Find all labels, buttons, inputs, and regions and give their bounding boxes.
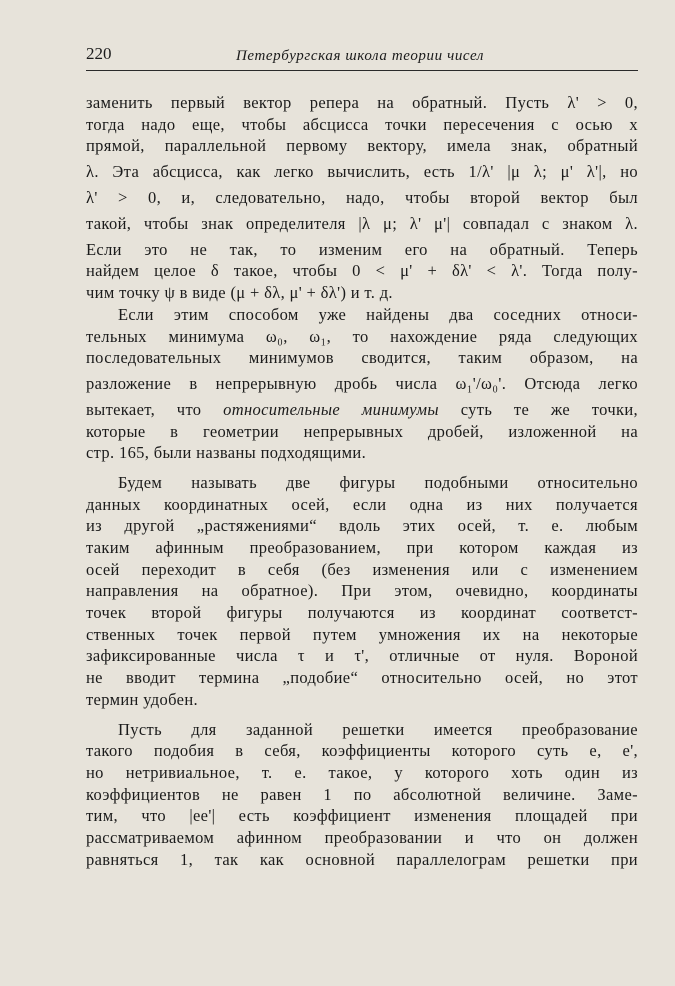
text-line: зафиксированные числа τ и τ', отличные от нуля. Вороной [86, 646, 638, 666]
text-line: Будем называть две фигуры подобными относительно [118, 472, 638, 492]
paragraph-3 [86, 472, 638, 711]
page-header [86, 44, 638, 71]
text-line: такой, чтобы знак определителя |λ μ; λ' μ'| совпадал с знаком λ. [86, 213, 638, 233]
text-line: ственных точек первой путем умножения их на некоторые [86, 624, 638, 644]
text-run: вытекает, что [86, 399, 224, 419]
paragraph-1 [86, 92, 638, 304]
text-line: стр. 165, были названы подходящими. [86, 443, 367, 463]
text-line: точек второй фигуры получаются из координат соответст- [86, 603, 638, 623]
text-line: Пусть для заданной решетки имеется преобразование [118, 719, 638, 739]
text-line: тельных минимума ω₀, ω₁, то нахождение ряда следующих [86, 326, 638, 346]
text-line: Если это не так, то изменим его на обратный. Теперь [86, 239, 638, 259]
text-line: Если этим способом уже найдены два соседних относи- [118, 304, 638, 324]
paragraph-4 [86, 719, 638, 871]
text-line: равняться 1, так как основной параллелограм решетки при [86, 849, 638, 869]
text-run: суть те же точки, [438, 399, 638, 419]
page-body [86, 92, 638, 870]
text-line: заменить первый вектор репера на обратный. Пусть λ' > 0, [86, 93, 638, 112]
text-line [86, 399, 638, 421]
text-line: таким афинным преобразованием, при котором каждая из [86, 538, 638, 557]
text-line: рассматриваемом афинном преобразовании и что он должен [86, 827, 638, 847]
text-line: такого подобия в себя, коэффициенты которого суть e, e', [86, 741, 638, 761]
text-line: тим, что |ee'| есть коэффициент изменения площадей при [86, 806, 638, 826]
text-line: коэффициентов не равен 1 по абсолютной величине. Заме- [86, 784, 638, 804]
paragraph-2 [86, 304, 638, 464]
text-line: данных координатных осей, если одна из них получается [86, 494, 638, 514]
emphasis-term: относительные минимумы [223, 399, 439, 419]
text-line: λ' > 0, и, следовательно, надо, чтобы второй вектор был [86, 188, 638, 208]
running-head: Петербургская школа теории чисел [236, 48, 485, 64]
text-line: разложение в непрерывную дробь числа ω₁'/ω₀'. Отсюда легко [86, 373, 638, 393]
text-line: последовательных минимумов сводится, таким образом, на [86, 348, 638, 368]
text-line: не вводит термина „подобие“ относительно осей, но этот [86, 668, 638, 688]
text-line: прямой, параллельной первому вектору, имела знак, обратный [86, 136, 638, 156]
text-line: осей переходит в себя (без изменения или с изменением [86, 559, 638, 579]
text-line: чим точку ψ в виде (μ + δλ, μ' + δλ') и т. д. [86, 283, 393, 303]
text-line: из другой „растяжениями“ вдоль этих осей, т. е. любым [86, 516, 638, 536]
text-line: которые в геометрии непрерывных дробей, изложенной на [86, 421, 638, 441]
text-line: λ. Эта абсцисса, как легко вычислить, есть 1/λ' |μ λ; μ' λ'|, но [86, 162, 638, 182]
text-line: но нетривиальное, т. е. такое, у которого хоть один из [86, 762, 638, 782]
text-line: термин удобен. [86, 689, 198, 709]
text-line: направления на обратное). При этом, очевидно, координаты [86, 581, 638, 601]
text-line: тогда надо еще, чтобы абсцисса точки пересечения с осью x [86, 114, 638, 134]
page-number: 220 [86, 44, 112, 63]
text-line: найдем целое δ такое, чтобы 0 < μ' + δλ' < λ'. Тогда полу- [86, 261, 638, 281]
